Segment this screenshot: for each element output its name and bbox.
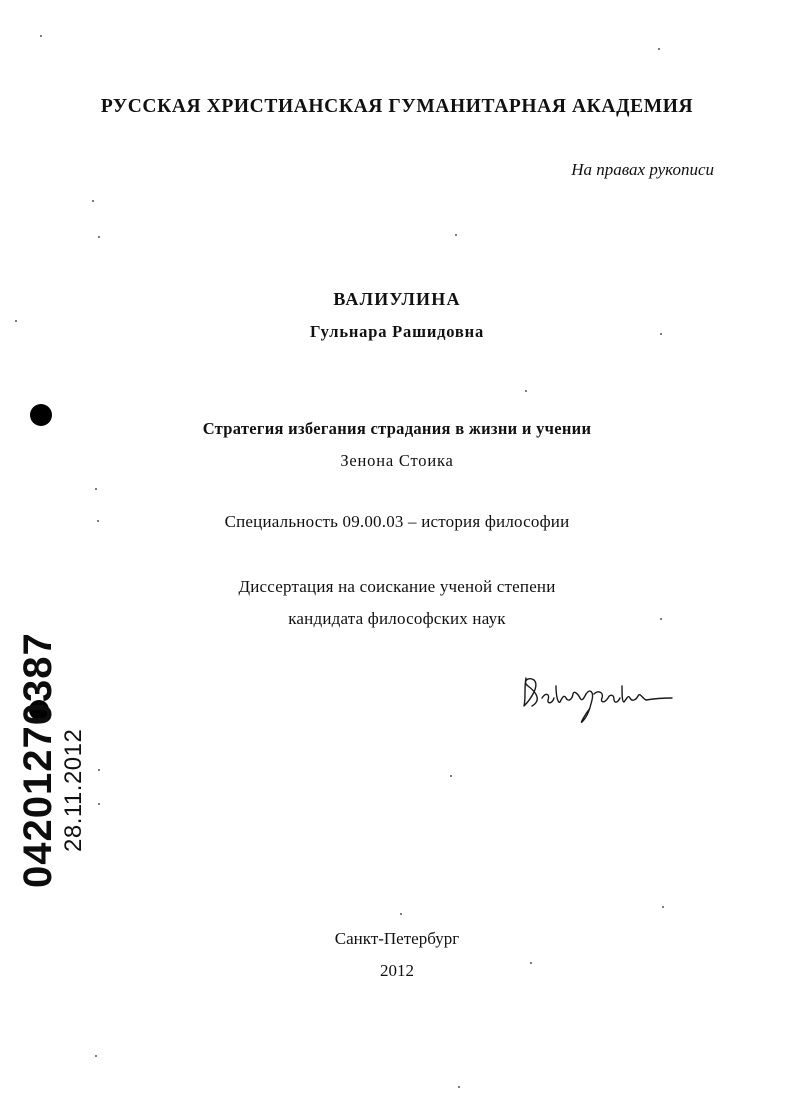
scan-speck [658,48,660,50]
scan-speck [530,962,532,964]
specialty: Специальность 09.00.03 – история философии [224,512,570,531]
scan-speck [400,913,402,915]
dissertation-title-line2: Зенона Стоика [340,451,454,470]
library-stamp-code: 04201270387 [16,632,60,888]
scan-speck [525,390,527,392]
scan-speck [92,200,94,202]
scan-speck [455,234,457,236]
scan-speck [95,488,97,490]
city: Санкт-Петербург [334,929,460,948]
scan-speck [660,618,662,620]
scan-speck [15,320,17,322]
author-given-names: Гульнара Рашидовна [309,322,485,341]
degree-line2: кандидата философских наук [288,609,506,628]
scan-speck [95,1055,97,1057]
author-signature [518,664,678,724]
author-surname: ВАЛИУЛИНА [333,289,461,309]
scan-speck [660,333,662,335]
scan-speck [98,236,100,238]
library-stamp-date: 28.11.2012 [60,728,87,852]
scan-speck [97,520,99,522]
scan-speck [458,1086,460,1088]
scan-speck [662,906,664,908]
scan-speck [450,775,452,777]
degree-line1: Диссертация на соискание ученой степени [238,577,556,596]
manuscript-note: На правах рукописи [571,160,714,179]
scan-speck [98,769,100,771]
scan-speck [40,35,42,37]
scan-speck [98,803,100,805]
dissertation-title-line1: Стратегия избегания страдания в жизни и учении [202,419,592,438]
year: 2012 [380,961,414,980]
institution-name: РУССКАЯ ХРИСТИАНСКАЯ ГУМАНИТАРНАЯ АКАДЕМИЯ [100,96,694,117]
